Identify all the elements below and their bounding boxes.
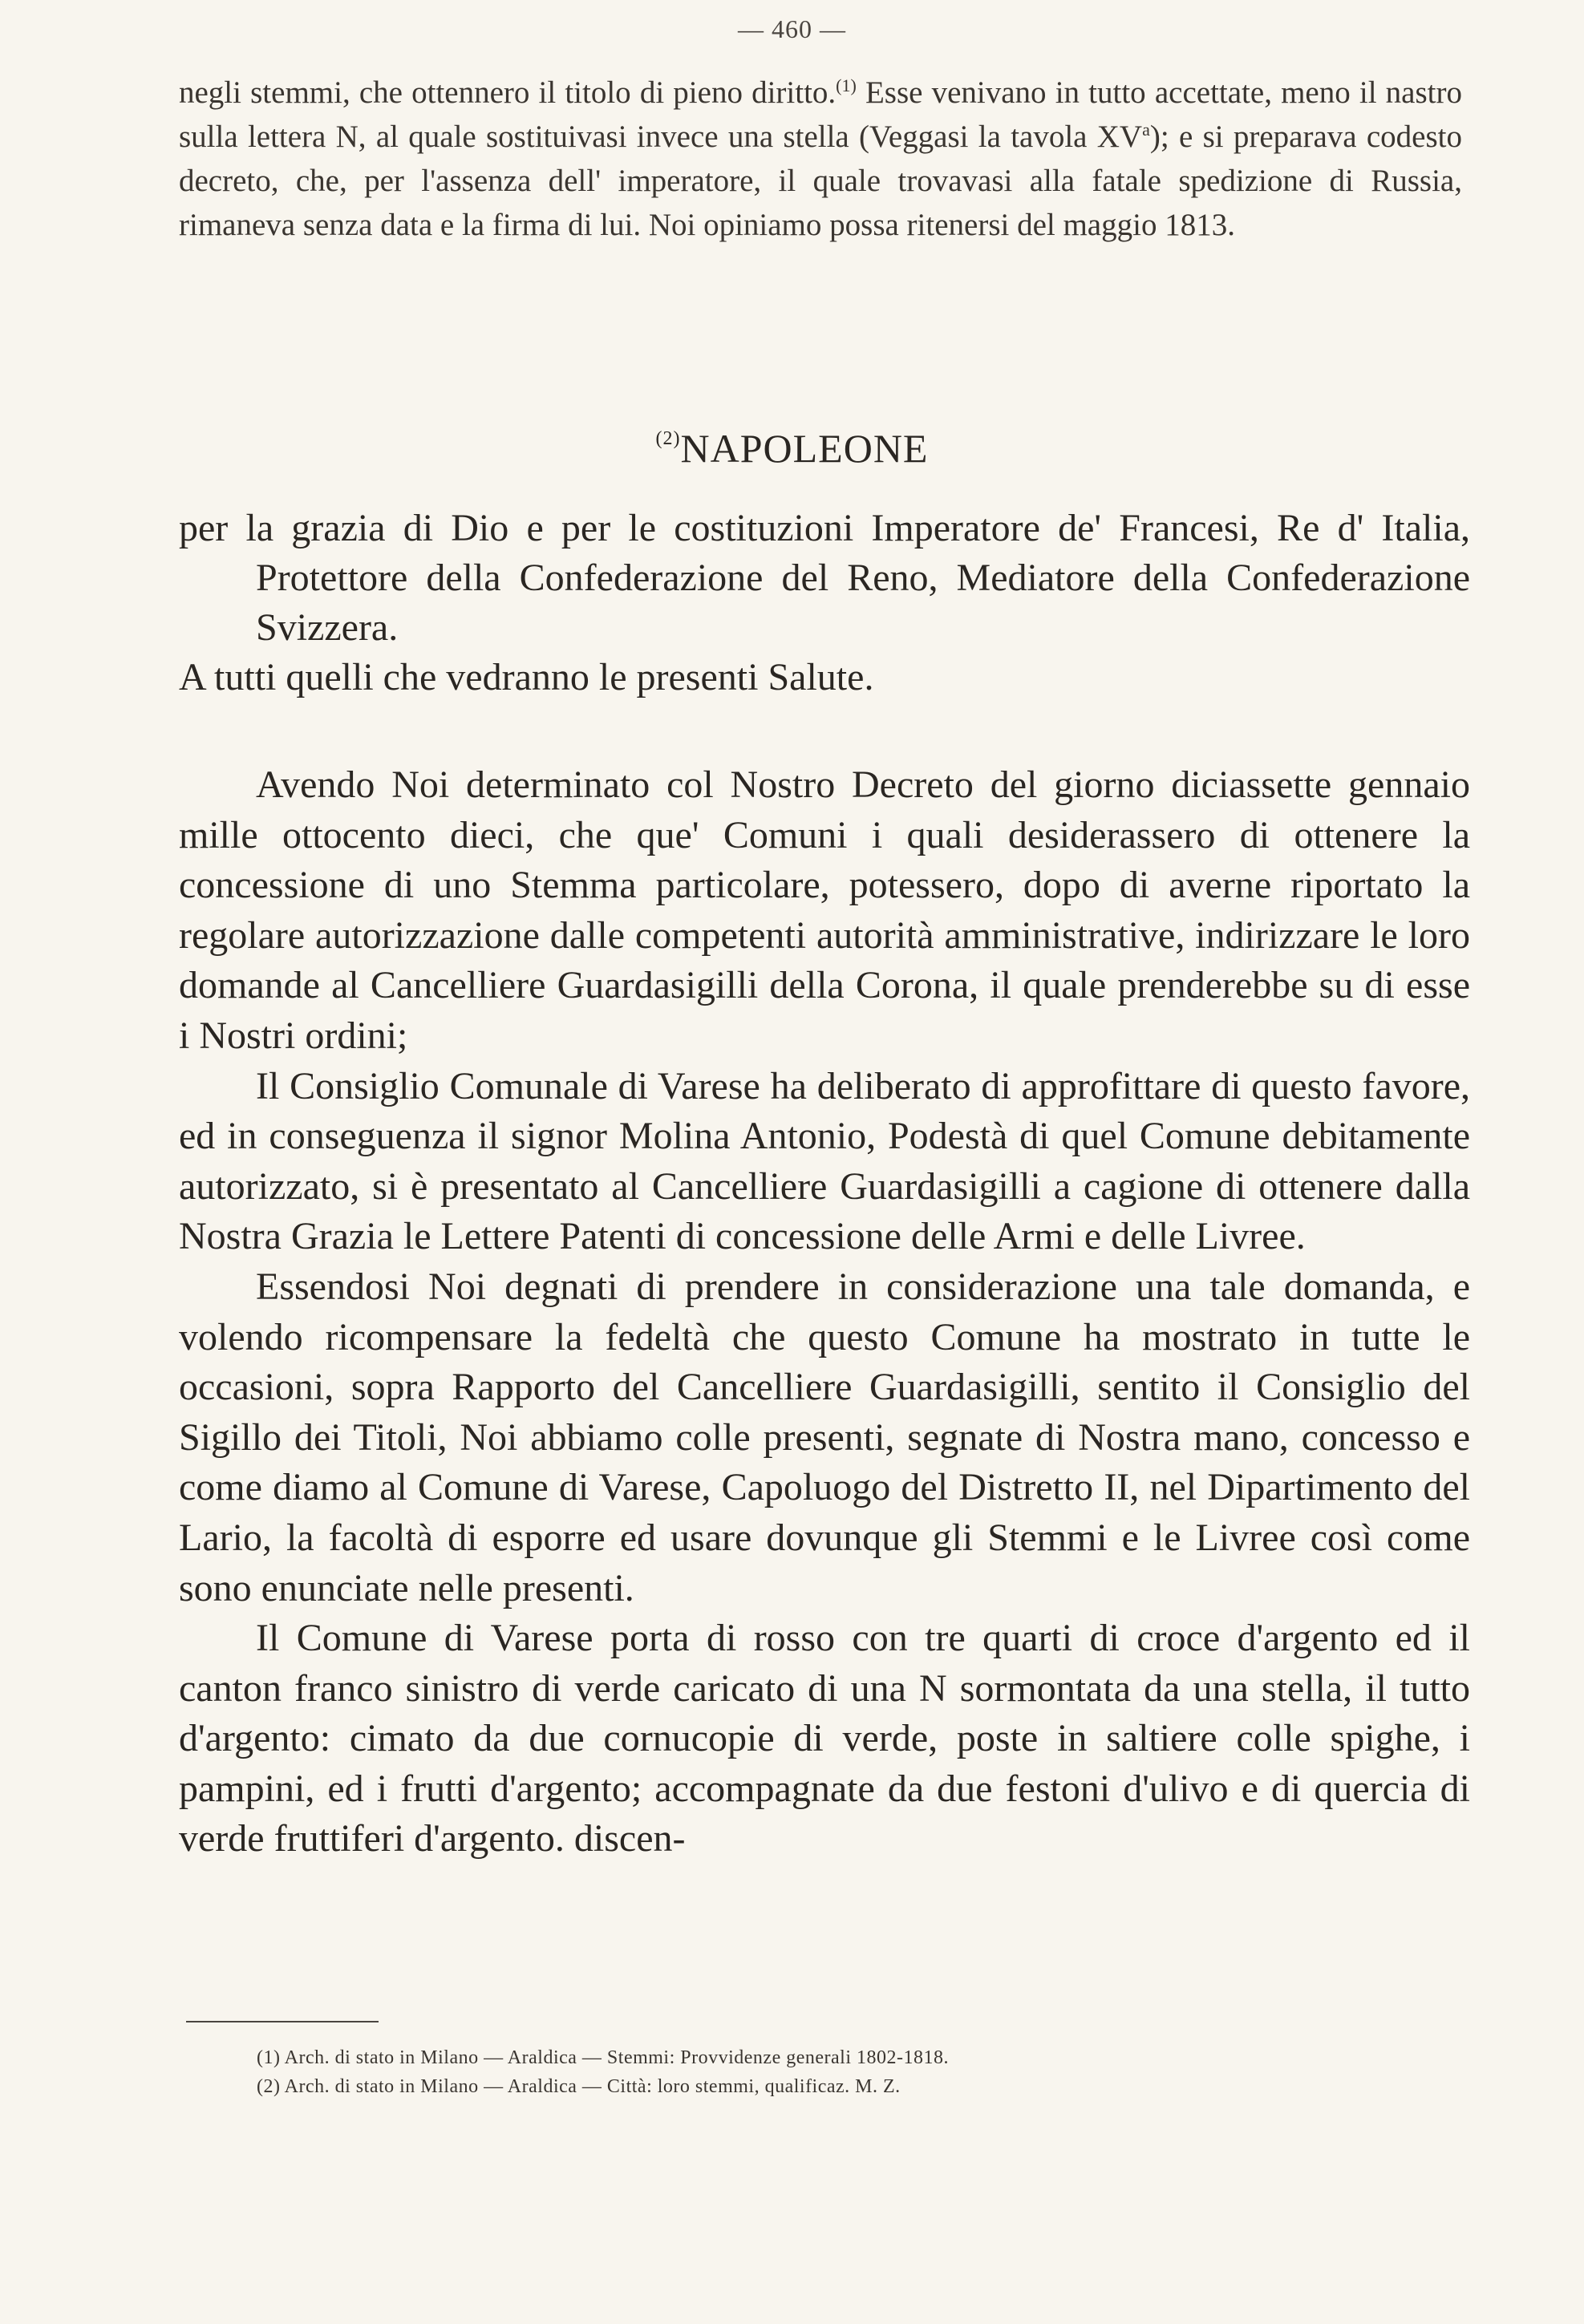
footnote-ref-1: (1) — [836, 75, 857, 95]
greeting-line: A tutti quelli che vedranno le presenti Salute. — [179, 656, 874, 698]
superscript-a: a — [1142, 119, 1150, 140]
paragraph: Il Consiglio Comunale di Varese ha deliberato di approfittare di questo favore, ed in conseguenza il signor Molina Antonio, Podestà di quel Comune debitamente autorizzato, si è presentato al Cancelliere Guardasigilli a cagione di ottenere dalla Nostra Grazia le Lettere Patenti di concessione delle Armi e delle Livree. — [179, 1064, 1470, 1258]
imperial-style: per la grazia di Dio e per le costituzioni Imperatore de' Francesi, Re d' Italia, Protettore della Confederazione del Reno, Mediatore della Confederazione Svizzera. — [179, 507, 1470, 649]
paragraph: Essendosi Noi degnati di prendere in considerazione una tale domanda, e volendo ricompensare la fedeltà che questo Comune ha mostrato in tutte le occasioni, sopra Rapporto del Cancelliere Guardasigilli, sentito il Consiglio del Sigillo dei Titoli, Noi abbiamo colle presenti, segnate di Nostra mano, concesso e come diamo al Comune di Varese, Capoluogo del Distretto II, nel Dipartimento del Lario, la facoltà di esporre ed usare dovunque gli Stemmi e le Livree così come sono enunciate nelle presenti. — [179, 1265, 1470, 1609]
footnotes — [257, 2043, 1420, 2101]
footnote-divider — [186, 2021, 379, 2022]
page-number: — 460 — — [738, 14, 846, 43]
paragraph: Il Comune di Varese porta di rosso con tre quarti di croce d'argento ed il canton franco sinistro di verde caricato di una N sormontata da una stella, il tutto d'argento: cimato da due cornucopie di verde, poste in saltiere colle spighe, i pampini, ed i frutti d'argento; accompagnate da due festoni d'ulivo e di quercia di verde fruttiferi d'argento. discen- — [179, 1617, 1470, 1860]
footnote-ref-2: (2) — [655, 428, 681, 449]
decree-title — [0, 425, 1584, 472]
intro-text: negli stemmi, che ottennero il titolo di pieno diritto. — [179, 75, 837, 110]
decree-title-text: NAPOLEONE — [680, 426, 929, 471]
intro-text-3: ); e si preparava codesto decreto, che, per l'assenza dell' imperatore, il quale trovavasi alla fatale spedizione di Russia, rimaneva senza data e la firma di lui. Noi opiniamo possa ritenersi del maggio 1813. — [179, 119, 1462, 242]
intro-paragraph — [179, 71, 1462, 247]
paragraph: Avendo Noi determinato col Nostro Decreto del giorno diciassette gennaio mille ottocento dieci, che que' Comuni i quali desiderassero di ottenere la concessione di uno Stemma particolare, potessero, dopo di averne riportato la regolare autorizzazione dalle competenti autorità amministrative, indirizzare le loro domande al Cancelliere Guardasigilli della Corona, il quale prenderebbe su di esse i Nostri ordini; — [179, 763, 1470, 1057]
decree-heading — [179, 504, 1470, 702]
footnote-2: (2) Arch. di stato in Milano — Araldica — Città: loro stemmi, qualificaz. M. Z. — [257, 2076, 901, 2097]
footnote-1: (1) Arch. di stato in Milano — Araldica — Stemmi: Provvidenze generali 1802-1818. — [257, 2047, 950, 2068]
intro-text-2: Esse venivano in tutto accettate, meno il nastro sulla lettera N, al quale sostituivasi invece una stella (Veggasi la tavola XV — [179, 75, 1462, 154]
decree-body — [179, 760, 1470, 1864]
